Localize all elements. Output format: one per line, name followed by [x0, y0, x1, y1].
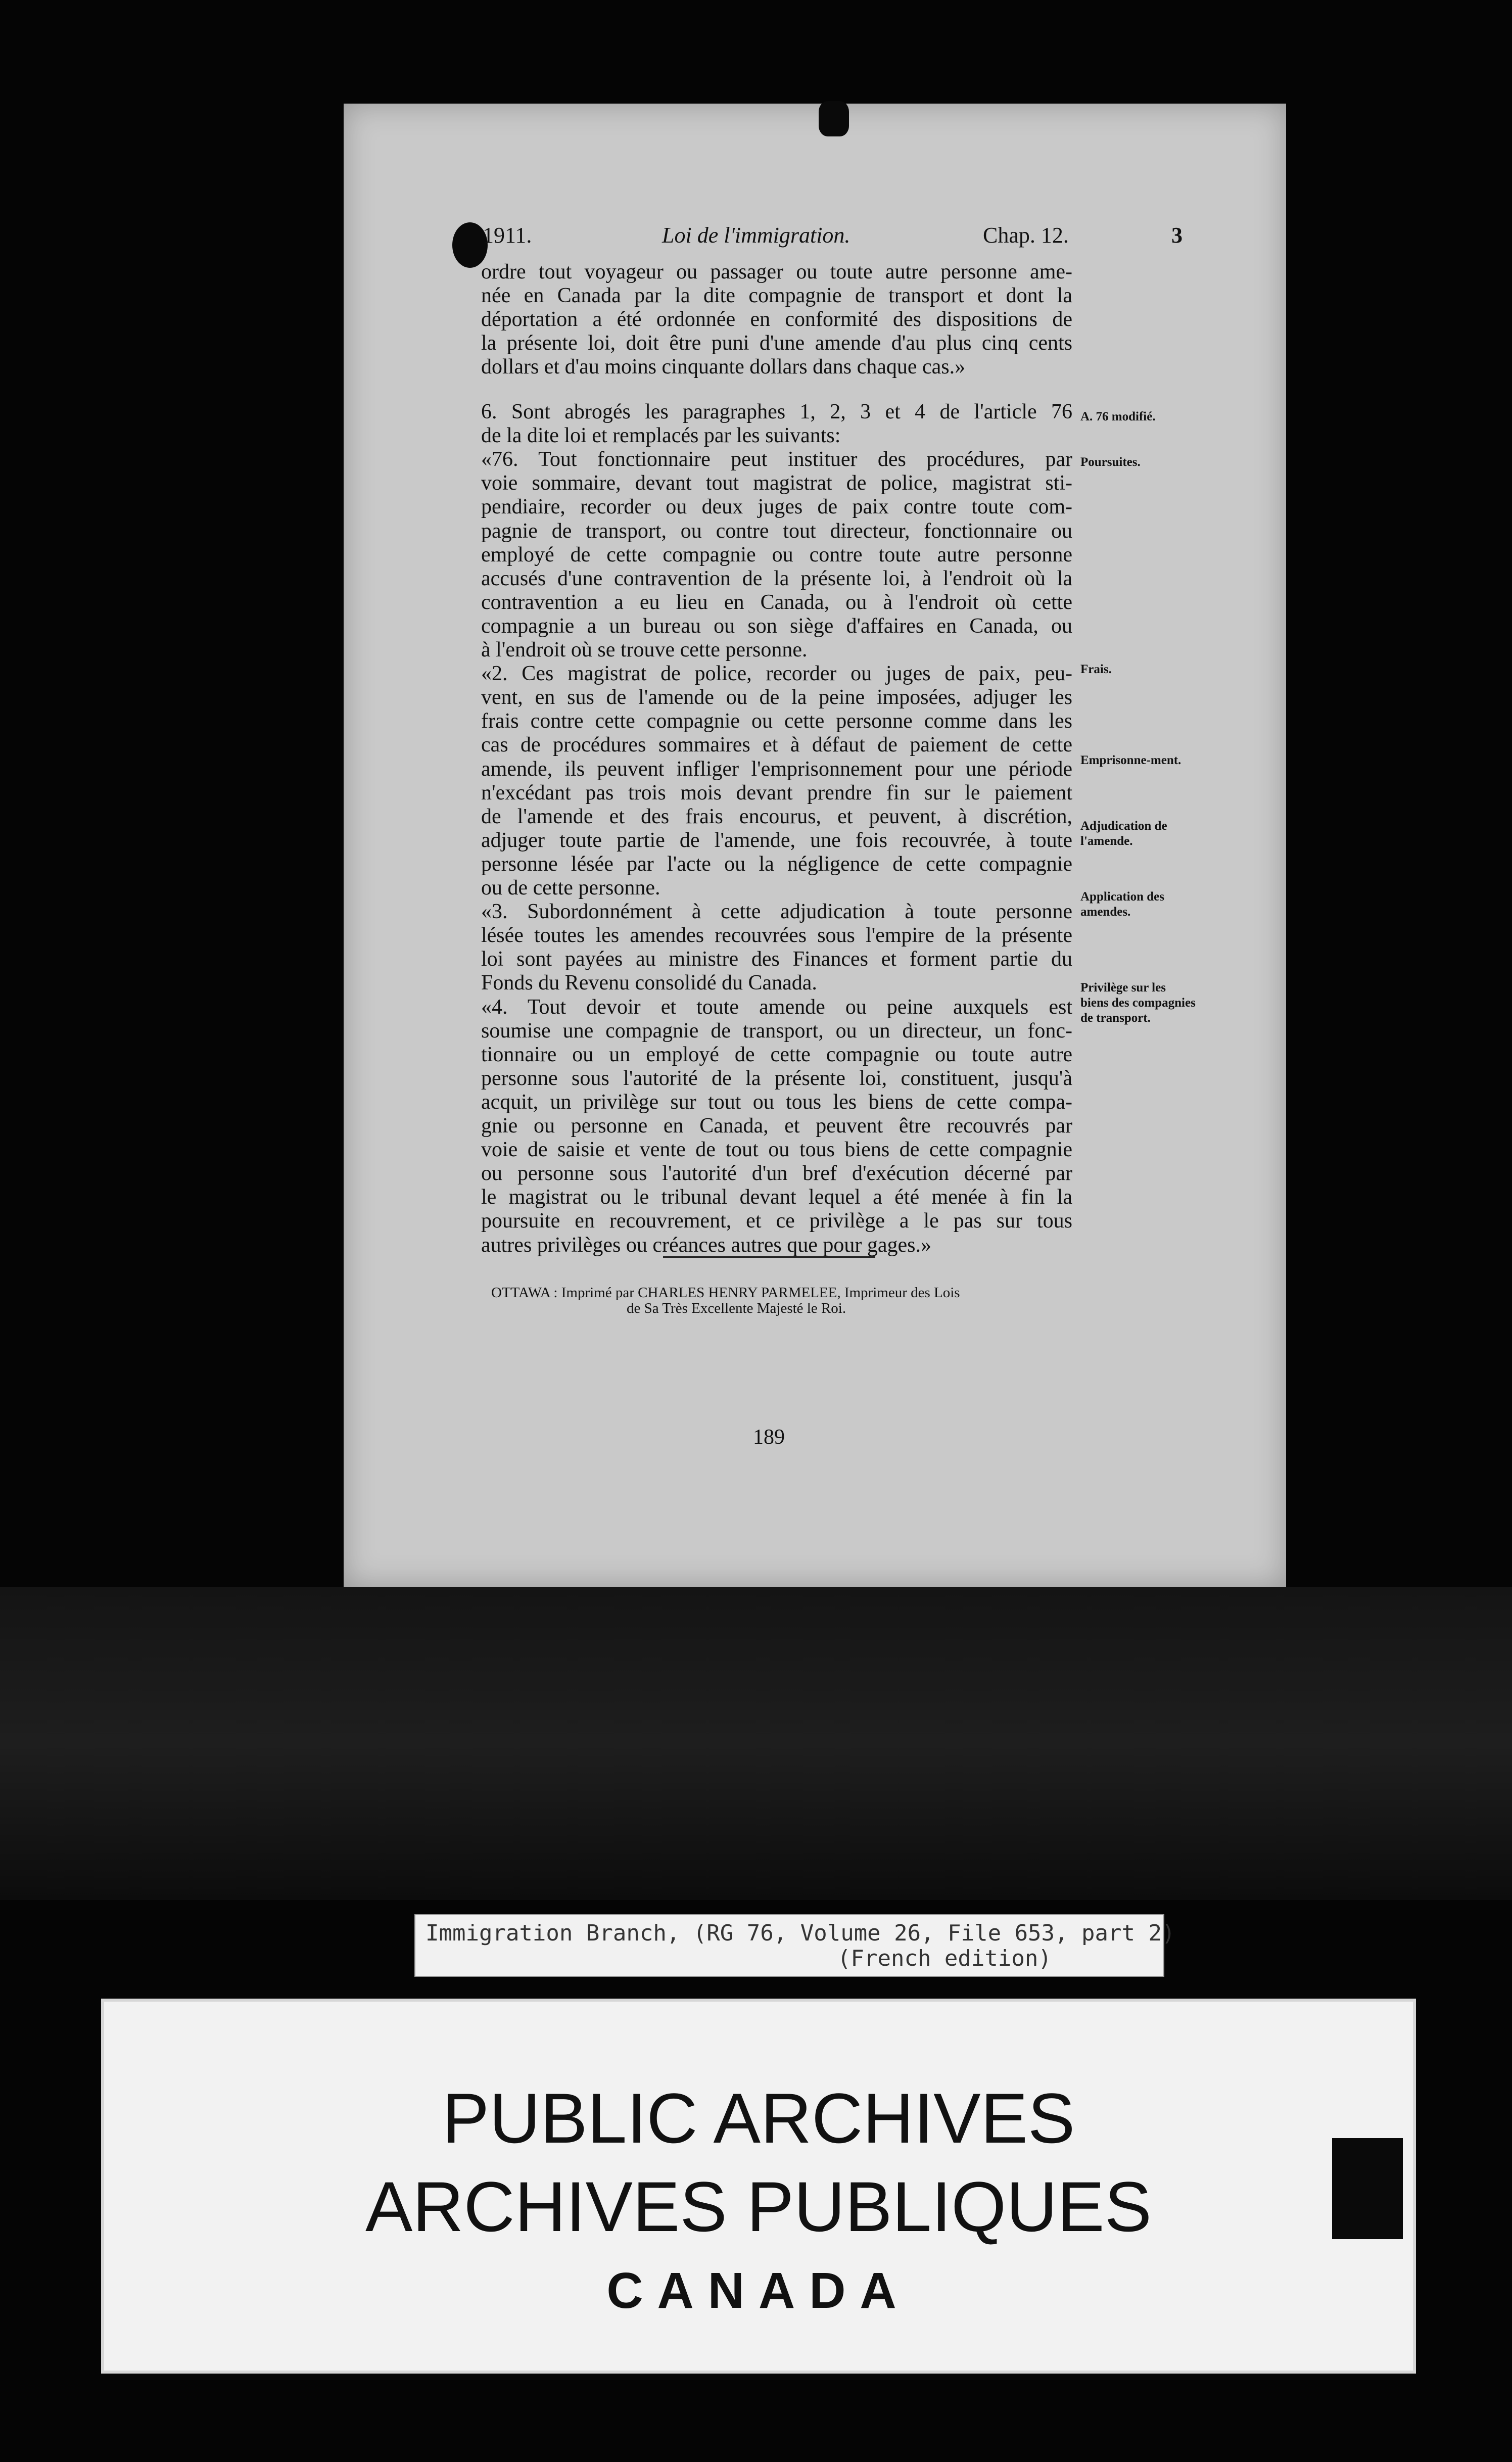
body-line: cas de procédures sommaires et à défaut de paiement de cette [481, 733, 1072, 757]
archives-plaque [101, 1999, 1416, 2374]
body-line: de l'amende et des frais encourus, et peuvent, à discrétion, [481, 804, 1072, 828]
imprint-line-2: de Sa Très Excellente Majesté le Roi. [627, 1300, 846, 1316]
body-line: employé de cette compagnie ou contre toute autre personne [481, 543, 1072, 566]
margin-note: Emprisonne-ment. [1080, 753, 1182, 767]
archive-label-line-1: Immigration Branch, (RG 76, Volume 26, File 653, part 2) [426, 1920, 1175, 1946]
body-line: née en Canada par la dite compagnie de transport et dont la [481, 284, 1072, 307]
body-line: voie sommaire, devant tout magistrat de police, magistrat sti- [481, 471, 1072, 495]
body-line: à l'endroit où se trouve cette personne. [481, 638, 808, 661]
body-line: lésée toutes les amendes recouvrées sous l'empire de la présente [481, 924, 1072, 948]
imprint-rule [663, 1256, 875, 1258]
body-line: gnie ou personne en Canada, et peuvent être recouvrés par [481, 1114, 1072, 1138]
plaque-line-1: PUBLIC ARCHIVES [442, 2078, 1075, 2158]
body-line: voie de saisie et vente de tout ou tous biens de cette compagnie [481, 1138, 1072, 1162]
margin-note: Frais. [1080, 662, 1112, 676]
plaque-line-2: ARCHIVES PUBLIQUES [365, 2167, 1152, 2246]
body-line: compagnie a un bureau ou son siège d'affaires en Canada, ou [481, 614, 1072, 638]
body-line: «4. Tout devoir et toute amende ou peine auxquels est [481, 995, 1072, 1019]
body-line: «2. Ces magistrat de police, recorder ou juges de paix, peu- [481, 662, 1072, 686]
body-line: Fonds du Revenu consolidé du Canada. [481, 971, 817, 995]
header-title: Loi de l'immigration. [662, 223, 850, 248]
body-line: accusés d'une contravention de la présente loi, à l'endroit où la [481, 566, 1072, 590]
body-line: adjuger toute partie de l'amende, une fois recouvrée, à toute [481, 828, 1072, 852]
archive-label [414, 1914, 1175, 1977]
body-line: «76. Tout fonctionnaire peut instituer des procédures, par [481, 448, 1072, 471]
body-line: acquit, un privilège sur tout ou tous les biens de cette compa- [481, 1090, 1072, 1114]
body-line: ou de cette personne. [481, 876, 660, 899]
body-line: poursuite en recouvrement, et ce privilège a le pas sur tous [481, 1209, 1072, 1233]
microfilm-dark-band [0, 1587, 1512, 1900]
margin-note: Privilège sur les biens des compagnies de transport. [1080, 981, 1196, 1025]
body-line: «3. Subordonnément à cette adjudication à toute personne [481, 900, 1072, 924]
body-line: dollars et d'au moins cinquante dollars dans chaque cas.» [481, 355, 966, 378]
body-line: n'excédant pas trois mois devant prendre fin sur le paiement [481, 781, 1072, 804]
body-line: soumise une compagnie de transport, ou un directeur, un fonc- [481, 1019, 1072, 1043]
body-line: le magistrat ou le tribunal devant lequel a été menée à fin la [481, 1186, 1072, 1209]
body-line: vent, en sus de l'amende ou de la peine imposées, adjuger les [481, 686, 1072, 709]
header-year: 1911. [483, 223, 532, 248]
ink-blot-top [819, 101, 849, 136]
body-line: pagnie de transport, ou contre tout directeur, fonctionnaire ou [481, 519, 1072, 543]
body-line: pendiaire, recorder ou deux juges de paix contre toute com- [481, 495, 1072, 519]
body-line: personne sous l'autorité de la présente loi, constituent, jusqu'à [481, 1066, 1072, 1090]
imprint-line-1: OTTAWA : Imprimé par CHARLES HENRY PARMELEE, Imprimeur des Lois [491, 1285, 960, 1301]
body-line: frais contre cette compagnie ou cette personne comme dans les [481, 709, 1072, 733]
plaque-line-3: CANADA [606, 2262, 911, 2319]
archive-label-line-2: (French edition) [837, 1946, 1052, 1971]
margin-note: A. 76 modifié. [1080, 410, 1156, 423]
header-chapter: Chap. 12. [983, 223, 1069, 248]
body-line: ordre tout voyageur ou passager ou toute autre personne ame- [481, 260, 1072, 283]
body-line: de la dite loi et remplacés par les suivants: [481, 424, 841, 448]
body-line: autres privilèges ou créances autres que pour gages.» [481, 1233, 931, 1257]
body-line: déportation a été ordonnée en conformité des dispositions de [481, 308, 1072, 331]
body-line: personne lésée par l'acte ou la négligence de cette compagnie [481, 852, 1072, 876]
margin-note: Adjudication de l'amende. [1080, 819, 1167, 848]
body-line: tionnaire ou un employé de cette compagnie ou toute autre [481, 1043, 1072, 1066]
margin-note: Application des amendes. [1080, 890, 1165, 919]
body-line: amende, ils peuvent infliger l'emprisonnement pour une période [481, 757, 1072, 781]
body-line: 6. Sont abrogés les paragraphes 1, 2, 3 et 4 de l'article 76 [481, 400, 1072, 423]
header-page-number: 3 [1171, 223, 1183, 248]
body-line: loi sont payées au ministre des Finances et forment partie du [481, 948, 1072, 971]
body-line: contravention a eu lieu en Canada, ou à l'endroit où cette [481, 590, 1072, 614]
body-line: la présente loi, doit être puni d'une amende d'au plus cinq cents [481, 332, 1072, 355]
page-number: 189 [753, 1426, 785, 1449]
margin-note: Poursuites. [1080, 455, 1141, 469]
body-line: ou personne sous l'autorité d'un bref d'exécution décerné par [481, 1162, 1072, 1186]
